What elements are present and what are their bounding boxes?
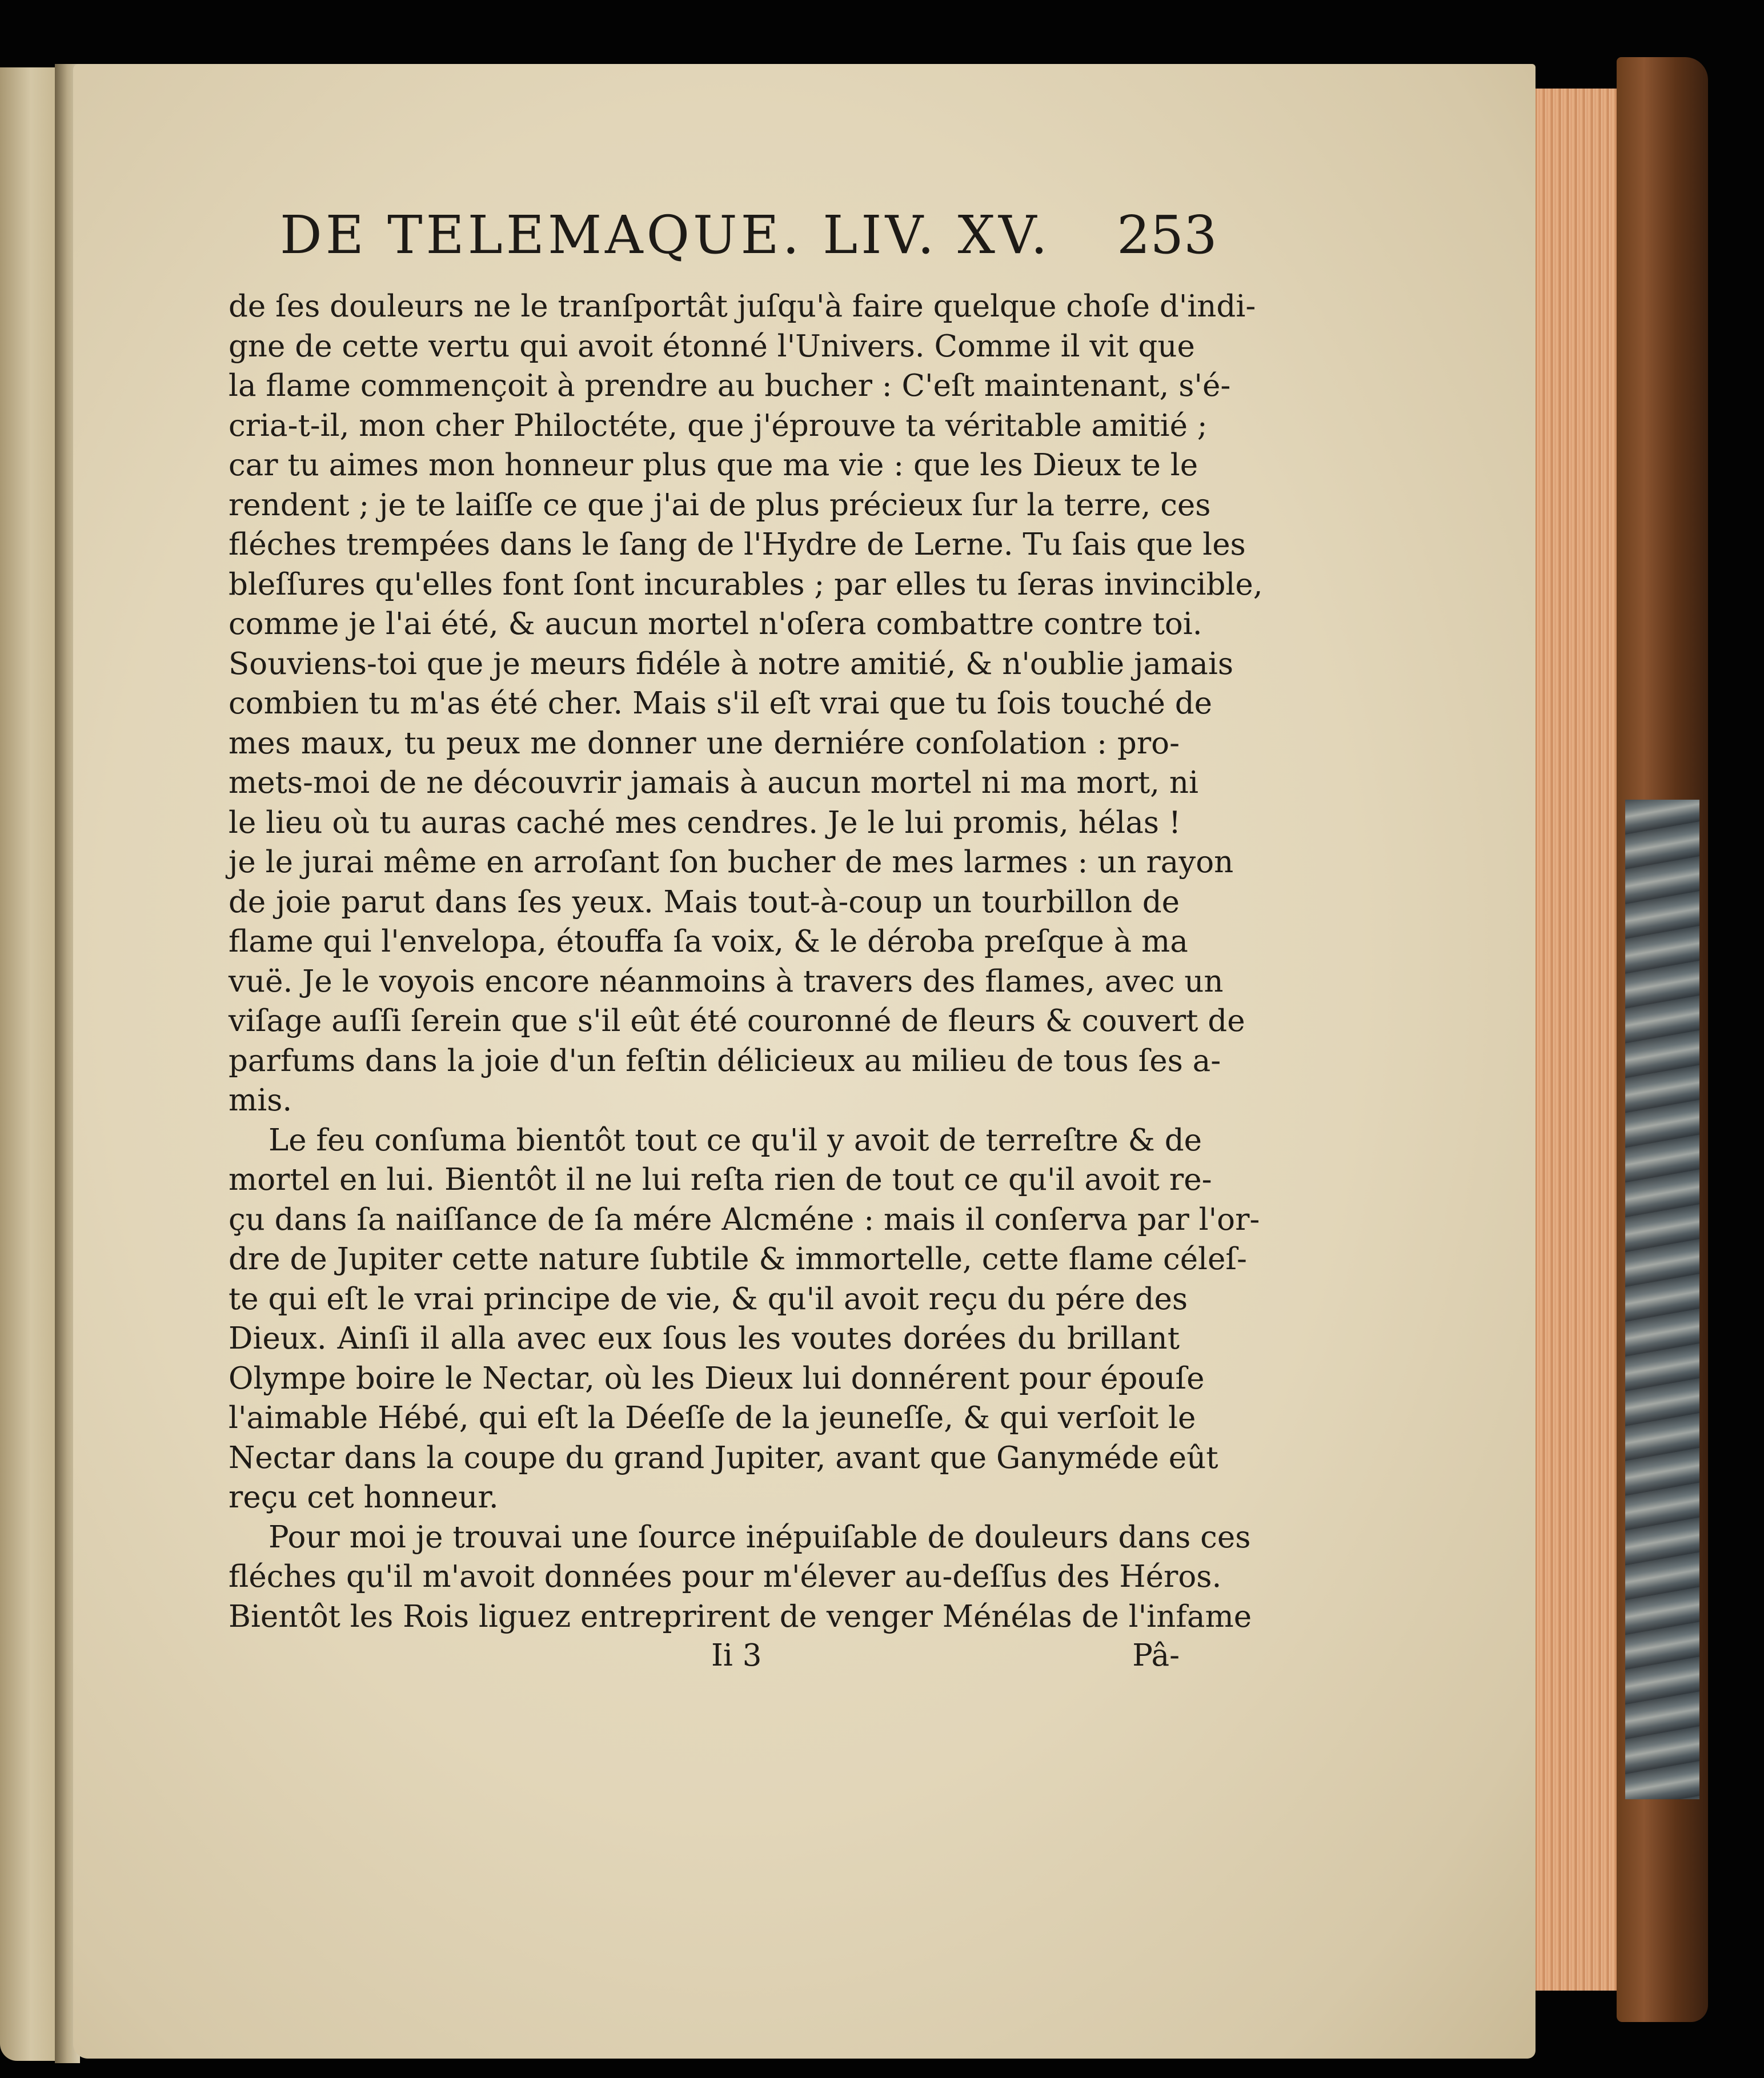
- signature-mark: Ii 3: [711, 1638, 762, 1673]
- text-line: fléches qu'il m'avoit données pour m'élever au-deſſus des Héros.: [228, 1559, 1222, 1594]
- text-line: je le jurai même en arroſant ſon bucher de mes larmes : un rayon: [228, 845, 1234, 880]
- text-line: Nectar dans la coupe du grand Jupiter, avant que Ganyméde eût: [228, 1440, 1218, 1475]
- text-line: la flame commençoit à prendre au bucher : C'eſt maintenant, s'é-: [228, 368, 1231, 403]
- text-line: de joie parut dans ſes yeux. Mais tout-à-coup un tourbillon de: [228, 884, 1180, 920]
- text-line: mortel en lui. Bientôt il ne lui reſta rien de tout ce qu'il avoit re-: [228, 1162, 1212, 1197]
- body-text: [228, 287, 1263, 1636]
- text-line: reçu cet honneur.: [228, 1480, 499, 1515]
- text-line: mets-moi de ne découvrir jamais à aucun mortel ni ma mort, ni: [228, 765, 1198, 800]
- text-line: cria-t-il, mon cher Philoctéte, que j'éprouve ta véritable amitié ;: [228, 408, 1208, 443]
- text-line: Olympe boire le Nectar, où les Dieux lui donnérent pour épouſe: [228, 1361, 1205, 1396]
- text-line: mis.: [228, 1083, 292, 1118]
- text-line: parfums dans la joie d'un feſtin délicieux au milieu de tous ſes a-: [228, 1043, 1221, 1078]
- catchword: Pâ-: [1132, 1638, 1180, 1673]
- text-line: te qui eſt le vrai principe de vie, & qu'il avoit reçu du pére des: [228, 1281, 1188, 1317]
- text-line: çu dans ſa naiſſance de ſa mére Alcméne : mais il conſerva par l'or-: [228, 1202, 1260, 1237]
- text-line: bleſſures qu'elles font ſont incurables ; par elles tu ſeras invincible,: [228, 567, 1263, 602]
- text-line: dre de Jupiter cette nature ſubtile & immortelle, cette flame céleſ-: [228, 1242, 1247, 1277]
- marbled-endpaper: [1625, 800, 1699, 1799]
- text-line: l'aimable Hébé, qui eſt la Déeſſe de la jeuneſſe, & qui verſoit le: [228, 1401, 1196, 1435]
- page-footer: [228, 1638, 1180, 1678]
- page-number: 253: [1117, 204, 1217, 266]
- text-line: mes maux, tu peux me donner une derniére conſolation : pro-: [228, 725, 1180, 761]
- page-block-edge: [1522, 89, 1624, 1991]
- running-title: DE TELEMAQUE. LIV. XV.: [280, 204, 1051, 266]
- text-line: comme je l'ai été, & aucun mortel n'oſera combattre contre toi.: [228, 607, 1202, 641]
- text-line: de ſes douleurs ne le tranſportât juſqu'à faire quelque choſe d'indi-: [228, 289, 1256, 324]
- running-head: [280, 204, 1217, 273]
- text-line: vuë. Je le voyois encore néanmoins à travers des flames, avec un: [228, 964, 1224, 999]
- text-line: Bientôt les Rois liguez entreprirent de venger Ménélas de l'infame: [228, 1599, 1252, 1634]
- text-line: Souviens-toi que je meurs fidéle à notre amitié, & n'oublie jamais: [228, 646, 1234, 681]
- text-line: fléches trempées dans le ſang de l'Hydre de Lerne. Tu ſais que les: [228, 527, 1246, 562]
- text-line: viſage auſſi ſerein que s'il eût été couronné de fleurs & couvert de: [228, 1004, 1245, 1038]
- text-line: le lieu où tu auras caché mes cendres. Je le lui promis, hélas !: [228, 805, 1181, 840]
- text-line: combien tu m'as été cher. Mais s'il eſt vrai que tu ſois touché de: [228, 686, 1213, 721]
- text-line: Le feu conſuma bientôt tout ce qu'il y avoit de terreſtre & de: [268, 1122, 1202, 1158]
- text-line: Dieux. Ainſi il alla avec eux ſous les voutes dorées du brillant: [228, 1321, 1180, 1356]
- text-line: gne de cette vertu qui avoit étonné l'Univers. Comme il vit que: [228, 328, 1195, 364]
- text-line: Pour moi je trouvai une ſource inépuiſable de douleurs dans ces: [268, 1519, 1251, 1555]
- text-line: flame qui l'envelopa, étouffa ſa voix, & le déroba preſque à ma: [228, 924, 1188, 959]
- text-line: car tu aimes mon honneur plus que ma vie : que les Dieux te le: [228, 448, 1198, 483]
- text-line: rendent ; je te laiſſe ce que j'ai de plus précieux ſur la terre, ces: [228, 487, 1211, 523]
- facing-page-edge: [0, 67, 56, 2061]
